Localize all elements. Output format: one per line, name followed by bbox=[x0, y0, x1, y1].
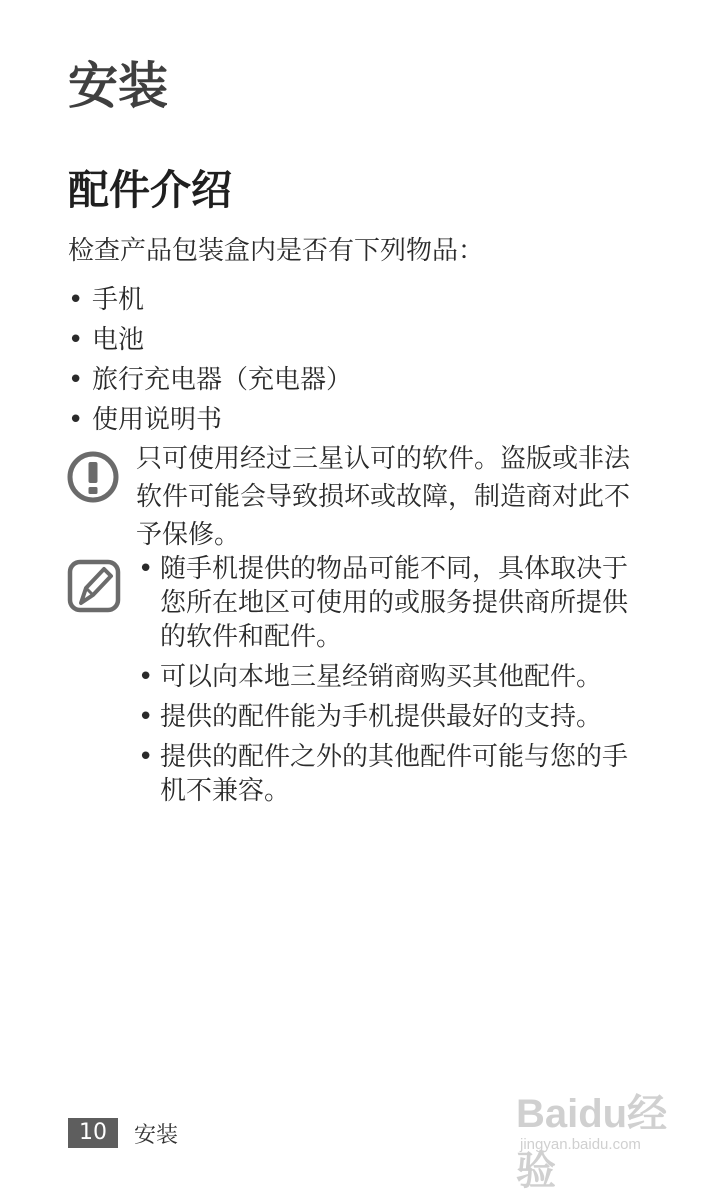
warning-text: 只可使用经过三星认可的软件。盗版或非法软件可能会导致损坏或故障，制造商对此不予保修。 bbox=[136, 444, 631, 550]
watermark-url: jingyan.baidu.com bbox=[520, 1136, 641, 1153]
note-item: • 提供的配件之外的其他配件可能与您的手机不兼容。 bbox=[136, 740, 646, 808]
note-item: • 提供的配件能为手机提供最好的支持。 bbox=[136, 700, 646, 734]
section-title: 配件介绍 bbox=[68, 166, 232, 214]
page-footer bbox=[68, 1118, 178, 1148]
list-item: • 使用说明书 bbox=[68, 400, 352, 440]
note-pencil-icon bbox=[66, 558, 122, 614]
package-items-list bbox=[68, 280, 352, 440]
page-number: 10 bbox=[68, 1118, 118, 1148]
list-item: • 旅行充电器（充电器） bbox=[68, 360, 352, 400]
note-item: • 随手机提供的物品可能不同，具体取决于您所在地区可使用的或服务提供商所提供的软件和配件。 bbox=[136, 552, 646, 654]
baidu-watermark-logo bbox=[516, 1082, 696, 1193]
list-item: • 电池 bbox=[68, 320, 352, 360]
watermark-brand: Baidu经验 bbox=[516, 1092, 668, 1193]
page-title: 安装 bbox=[68, 57, 168, 115]
footer-section-label: 安装 bbox=[134, 1122, 179, 1148]
note-list bbox=[136, 552, 646, 814]
intro-text: 检查产品包装盒内是否有下列物品： bbox=[68, 236, 485, 266]
note-item: • 可以向本地三星经销商购买其他配件。 bbox=[136, 660, 646, 694]
exclamation-circle-icon bbox=[66, 450, 120, 504]
list-item: • 手机 bbox=[68, 280, 352, 320]
